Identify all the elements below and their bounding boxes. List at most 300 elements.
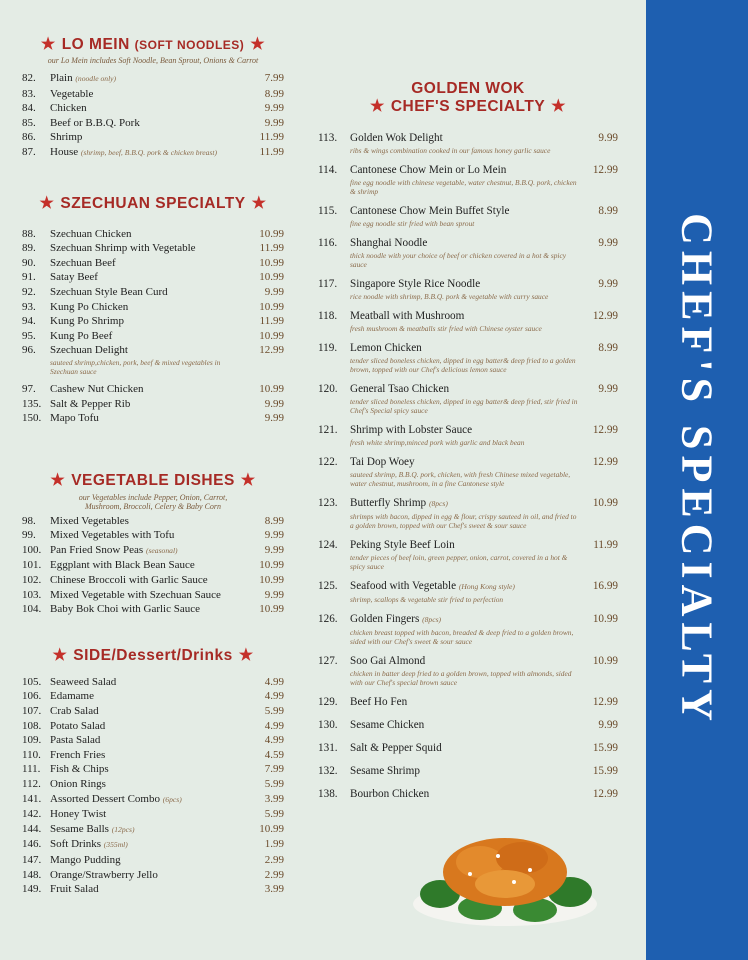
menu-row (318, 340, 618, 356)
item-number: 111. (22, 763, 41, 776)
item-name-cell (50, 241, 248, 256)
item-name: Meatball with Mushroom (350, 310, 465, 322)
item-name-cell (50, 689, 248, 704)
section-note: our Lo Mein includes Soft Noodle, Bean Sprout, Onions & Carrot (47, 56, 259, 65)
star-icon: ★ (251, 194, 267, 212)
item-name: Honey Twist (50, 808, 107, 821)
item-price: 8.99 (598, 342, 618, 354)
item-name: Fish & Chips (50, 763, 109, 776)
item-name: Tai Dop Woey (350, 456, 415, 468)
item-note: (noodle only) (75, 74, 117, 83)
item-price: 12.99 (592, 788, 618, 800)
item-number: 150. (22, 412, 42, 425)
item-name-cell (350, 340, 582, 356)
item-price: 12.99 (259, 344, 284, 357)
menu-row (22, 300, 284, 315)
item-price: 5.99 (264, 778, 284, 790)
item-price: 12.99 (592, 696, 618, 708)
item-number: 146. (22, 838, 42, 851)
section-heading: ★ VEGETABLE DISHES ★ (50, 471, 256, 489)
item-description: chicken breast topped with bacon, breaded & deep fried to a golden brown, sided with our Chef's sweet & sour sauce (350, 628, 574, 646)
item-name-cell (350, 763, 582, 779)
item-price: 10.99 (259, 300, 284, 313)
menu-row (22, 382, 284, 397)
item-name-cell (50, 227, 248, 242)
item-number: 122. (318, 456, 338, 468)
menu-row (318, 495, 618, 512)
item-name: Eggplant with Black Bean Sauce (50, 559, 195, 572)
item-note: (8pcs) (428, 499, 448, 508)
item-price: 8.99 (264, 87, 284, 100)
item-number: 85. (22, 116, 36, 129)
item-description: shrimp, scallops & vegetable stir fried to perfection (350, 595, 504, 604)
menu-row (22, 837, 284, 853)
menu-row (22, 868, 284, 883)
item-name: Szechuan Delight (50, 344, 128, 357)
item-number: 108. (22, 719, 42, 732)
menu-row (22, 704, 284, 719)
item-name: Shanghai Noodle (350, 237, 428, 249)
item-price: 10.99 (259, 329, 284, 342)
menu-row (318, 578, 618, 595)
menu-row (22, 314, 284, 329)
item-number: 118. (318, 310, 338, 322)
item-number: 129. (318, 696, 338, 708)
menu-item (318, 694, 618, 710)
item-price: 4.59 (264, 748, 284, 761)
item-price: 3.99 (264, 883, 284, 896)
star-icon: ★ (369, 98, 385, 115)
item-name-cell (50, 602, 248, 617)
menu-row (22, 145, 284, 161)
item-number: 91. (22, 271, 36, 284)
section-heading-chef (318, 80, 618, 116)
menu-item (22, 733, 284, 748)
item-name: Szechuan Shrimp with Vegetable (50, 242, 196, 255)
menu-row (318, 740, 618, 756)
item-name-cell (50, 87, 248, 102)
menu-item (22, 241, 284, 256)
item-name-cell (50, 329, 248, 344)
menu-item (22, 285, 284, 300)
item-name-cell (50, 777, 248, 792)
menu-item (318, 740, 618, 756)
section-vegetable (22, 472, 284, 617)
item-price: 9.99 (264, 543, 284, 556)
item-number: 109. (22, 734, 42, 747)
item-name-cell (350, 611, 582, 628)
item-number: 100. (22, 543, 42, 556)
item-price: 4.99 (264, 719, 284, 732)
star-icon: ★ (240, 471, 256, 489)
item-name-cell (50, 71, 248, 87)
star-icon: ★ (551, 98, 567, 115)
item-number: 148. (22, 868, 42, 881)
menu-row (22, 270, 284, 285)
item-name: Mapo Tofu (50, 412, 99, 425)
item-name: House (50, 145, 79, 158)
item-name: Potato Salad (50, 719, 106, 732)
menu-row (22, 411, 284, 426)
food-photo-icon (410, 812, 600, 932)
menu-list (22, 71, 284, 161)
item-price: 12.99 (592, 456, 618, 468)
menu-row (318, 611, 618, 628)
item-name-cell (50, 573, 248, 588)
menu-item (22, 822, 284, 838)
menu-item (22, 748, 284, 763)
menu-item (22, 807, 284, 822)
item-price: 11.99 (259, 315, 284, 328)
menu-item (22, 719, 284, 734)
item-price: 10.99 (259, 559, 284, 572)
item-price: 8.99 (598, 205, 618, 217)
item-name: Orange/Strawberry Jello (50, 868, 158, 881)
menu-row (22, 343, 284, 358)
item-number: 99. (22, 529, 36, 542)
menu-row (22, 241, 284, 256)
section-heading: ★ SZECHUAN SPECIALTY ★ (39, 194, 267, 212)
item-number: 90. (22, 256, 36, 269)
menu-list (22, 514, 284, 617)
item-price: 1.99 (264, 838, 284, 851)
item-name-cell (50, 762, 248, 777)
menu-row (22, 87, 284, 102)
item-number: 102. (22, 574, 42, 587)
menu-row (22, 71, 284, 87)
menu-row (22, 822, 284, 838)
item-price: 4.99 (264, 734, 284, 747)
item-price: 9.99 (264, 102, 284, 115)
item-name: Pan Fried Snow Peas (50, 543, 144, 556)
item-name-cell (50, 704, 248, 719)
item-name: Mixed Vegetable with Szechuan Sauce (50, 588, 221, 601)
item-name: Cantonese Chow Mein Buffet Style (350, 205, 510, 217)
menu-row (22, 397, 284, 412)
menu-item (22, 314, 284, 329)
item-number: 120. (318, 383, 338, 395)
left-column (22, 36, 284, 897)
menu-row (22, 733, 284, 748)
section-szechuan (22, 195, 284, 426)
item-price: 10.99 (592, 613, 618, 625)
item-name-cell (350, 578, 582, 595)
menu-item (22, 130, 284, 145)
menu-item (318, 653, 618, 687)
item-note: (shrimp, beef, B.B.Q. pork & chicken breast) (80, 147, 218, 157)
menu-item (318, 763, 618, 779)
item-price: 9.99 (598, 719, 618, 731)
menu-item (22, 588, 284, 603)
item-name-cell (50, 822, 248, 838)
item-name: Kung Po Shrimp (50, 315, 124, 328)
item-name-cell (350, 203, 582, 219)
item-description: thick noodle with your choice of beef or chicken covered in a hot & spicy sauce (350, 251, 567, 269)
item-number: 135. (22, 397, 42, 410)
item-name-cell (50, 868, 248, 883)
menu-item (22, 602, 284, 617)
item-price: 15.99 (592, 765, 618, 777)
menu-row (22, 130, 284, 145)
star-icon: ★ (50, 471, 66, 489)
item-name: Salt & Pepper Rib (50, 397, 131, 410)
item-number: 127. (318, 655, 338, 667)
item-number: 106. (22, 690, 42, 703)
side-banner (646, 0, 748, 960)
item-name: Mixed Vegetables (50, 514, 129, 527)
item-name-cell (50, 675, 248, 690)
item-number: 96. (22, 344, 36, 357)
item-name: Kung Po Chicken (50, 300, 129, 313)
item-name-cell (350, 694, 582, 710)
menu-row (318, 235, 618, 251)
item-name: Szechuan Chicken (50, 227, 132, 240)
menu-row (318, 308, 618, 324)
item-number: 92. (22, 285, 36, 298)
item-name-cell (50, 382, 248, 397)
item-price: 8.99 (264, 514, 284, 527)
item-name-cell (50, 300, 248, 315)
menu-item (22, 837, 284, 853)
item-name: General Tsao Chicken (350, 383, 450, 395)
item-note: (355ml) (103, 840, 128, 850)
menu-list (22, 227, 284, 426)
menu-item (22, 116, 284, 131)
item-name-cell (50, 514, 248, 529)
item-number: 144. (22, 822, 42, 835)
item-name-cell (50, 270, 248, 285)
item-name: Szechuan Beef (50, 256, 116, 269)
menu-item (318, 381, 618, 415)
item-price: 11.99 (259, 242, 284, 255)
item-price: 11.99 (259, 131, 284, 144)
item-number: 83. (22, 87, 36, 100)
item-price: 9.99 (264, 397, 284, 410)
item-name: Beef or B.B.Q. Pork (50, 116, 140, 129)
item-description: sauteed shrimp,chicken, pork, beef & mixed vegetables in Szechuan sauce (50, 357, 221, 376)
item-name: Bourbon Chicken (350, 788, 430, 800)
item-price: 12.99 (592, 310, 618, 322)
item-price: 11.99 (259, 145, 284, 158)
menu-row (22, 748, 284, 763)
menu-item (318, 611, 618, 646)
item-price: 10.99 (259, 603, 284, 616)
menu-item (22, 777, 284, 792)
menu-list (318, 130, 618, 802)
menu-item (22, 145, 284, 161)
item-number: 98. (22, 514, 36, 527)
item-number: 104. (22, 603, 42, 616)
item-description: rice noodle with shrimp, B.B.Q. pork & vegetable with curry sauce (350, 292, 549, 301)
menu-item (22, 853, 284, 868)
item-price: 3.99 (264, 792, 284, 805)
item-number: 125. (318, 580, 338, 592)
item-number: 94. (22, 315, 36, 328)
item-description: chicken in batter deep fried to a golden brown, topped with almonds, sided with our Chef's special brown sauce (350, 669, 572, 687)
menu-row (22, 762, 284, 777)
menu-row (22, 528, 284, 543)
item-name-cell (350, 653, 582, 669)
item-number: 130. (318, 719, 338, 731)
item-name: Cashew Nut Chicken (50, 382, 144, 395)
item-name-cell (50, 748, 248, 763)
menu-item (318, 162, 618, 196)
item-number: 105. (22, 675, 42, 688)
menu-item (22, 227, 284, 242)
item-name-cell (50, 285, 248, 300)
item-number: 110. (22, 748, 41, 761)
item-note: (seasonal) (145, 545, 178, 555)
item-number: 117. (318, 278, 338, 290)
menu-item (22, 382, 284, 397)
menu-item (318, 537, 618, 571)
item-name: Satay Beef (50, 271, 98, 284)
menu-item (22, 792, 284, 808)
heading-line-1: GOLDEN WOK (411, 80, 525, 97)
item-name-cell (350, 308, 582, 324)
menu-row (22, 807, 284, 822)
item-number: 113. (318, 132, 338, 144)
menu-row (22, 719, 284, 734)
item-name: Assorted Dessert Combo (50, 792, 160, 805)
item-name: Mango Pudding (50, 853, 121, 866)
item-price: 4.99 (264, 690, 284, 703)
menu-item (22, 514, 284, 529)
item-price: 12.99 (592, 164, 618, 176)
item-price: 9.99 (264, 529, 284, 542)
item-name: Fruit Salad (50, 883, 99, 896)
menu-row (22, 882, 284, 897)
item-number: 107. (22, 705, 42, 718)
section-heading: ★ LO MEIN (SOFT NOODLES) ★ (40, 36, 266, 53)
menu-row (318, 454, 618, 470)
item-name: Peking Style Beef Loin (350, 539, 455, 551)
item-name: Seafood with Vegetable (350, 580, 457, 592)
item-price: 10.99 (592, 655, 618, 667)
item-name: Chicken (50, 102, 87, 115)
item-name: Baby Bok Choi with Garlic Sauce (50, 603, 201, 616)
item-number: 121. (318, 424, 338, 436)
menu-row (318, 786, 618, 802)
item-name-cell (50, 528, 248, 543)
menu-row (318, 422, 618, 438)
item-name-cell (350, 130, 582, 146)
menu-item (22, 71, 284, 87)
item-name-cell (50, 853, 248, 868)
item-name: Shrimp (50, 131, 83, 144)
heading-line-2: ★ CHEF'S SPECIALTY ★ (369, 98, 567, 115)
item-name: Seaweed Salad (50, 675, 117, 688)
item-name: Sesame Balls (50, 822, 109, 835)
item-name: Golden Fingers (350, 613, 420, 625)
menu-row (22, 543, 284, 559)
item-price: 10.99 (259, 574, 284, 587)
item-number: 112. (22, 778, 41, 790)
item-name-cell (350, 162, 582, 178)
item-name-cell (350, 537, 582, 553)
item-number: 141. (22, 792, 42, 805)
item-price: 7.99 (264, 763, 284, 776)
item-name: Mixed Vegetables with Tofu (50, 529, 175, 542)
menu-item (22, 543, 284, 559)
item-number: 138. (318, 788, 338, 800)
item-name-cell (50, 411, 248, 426)
item-price: 2.99 (264, 853, 284, 866)
item-note: (Hong Kong style) (458, 582, 515, 591)
item-name-cell (50, 145, 248, 161)
menu-row (318, 653, 618, 669)
item-name: Szechuan Style Bean Curd (50, 285, 168, 298)
item-name-cell (350, 717, 582, 733)
item-note: (6pcs) (162, 794, 182, 804)
menu-row (22, 256, 284, 271)
item-name-cell (50, 314, 248, 329)
item-description: fresh white shrimp,minced pork with garlic and black bean (350, 438, 525, 447)
item-price: 5.99 (264, 705, 284, 718)
menu-item (318, 786, 618, 802)
item-number: 115. (318, 205, 338, 217)
item-number: 97. (22, 382, 36, 395)
item-price: 2.99 (264, 868, 284, 881)
item-price: 9.99 (598, 278, 618, 290)
item-name-cell (50, 256, 248, 271)
menu-item (318, 235, 618, 269)
menu-item (22, 300, 284, 315)
item-number: 131. (318, 742, 338, 754)
item-price: 11.99 (593, 539, 618, 551)
menu-item (318, 308, 618, 333)
item-note: (8pcs) (422, 615, 442, 624)
item-name-cell (50, 101, 248, 116)
item-price: 9.99 (598, 132, 618, 144)
menu-row (22, 514, 284, 529)
menu-row (318, 717, 618, 733)
item-price: 9.99 (264, 285, 284, 298)
item-name-cell (350, 740, 582, 756)
menu-row (22, 689, 284, 704)
item-description: fine egg noodle stir fried with bean sprout (350, 219, 475, 228)
item-description: sauteed shrimp, B.B.Q. pork, chicken, with fresh Chinese mixed vegetable, water chestnut, mushroom, in a fine Cantonese style (350, 470, 571, 488)
item-price: 4.99 (264, 675, 284, 688)
item-price: 9.99 (264, 116, 284, 129)
menu-row (22, 777, 284, 792)
item-number: 116. (318, 237, 338, 249)
menu-row (318, 130, 618, 146)
item-price: 12.99 (592, 424, 618, 436)
item-price: 10.99 (592, 497, 618, 509)
menu-item (22, 528, 284, 543)
item-number: 126. (318, 613, 338, 625)
item-name-cell (350, 786, 582, 802)
section-heading: ★ SIDE/Dessert/Drinks ★ (52, 646, 254, 664)
menu-row (22, 573, 284, 588)
item-number: 147. (22, 853, 42, 866)
menu-item (22, 762, 284, 777)
menu-item (318, 454, 618, 488)
menu-item (318, 578, 618, 604)
star-icon: ★ (52, 646, 68, 664)
item-name-cell (350, 381, 582, 397)
item-name: Kung Po Beef (50, 329, 113, 342)
menu-row (22, 675, 284, 690)
item-price: 10.99 (259, 822, 284, 835)
item-name-cell (50, 130, 248, 145)
item-name: Sesame Chicken (350, 719, 425, 731)
item-description: tender sliced boneless chicken, dipped in egg batter& deep fried to a golden brown, topped with our Chef's delicious lemon sauce (350, 356, 576, 374)
item-name-cell (50, 733, 248, 748)
item-name-cell (50, 588, 248, 603)
item-number: 89. (22, 242, 36, 255)
